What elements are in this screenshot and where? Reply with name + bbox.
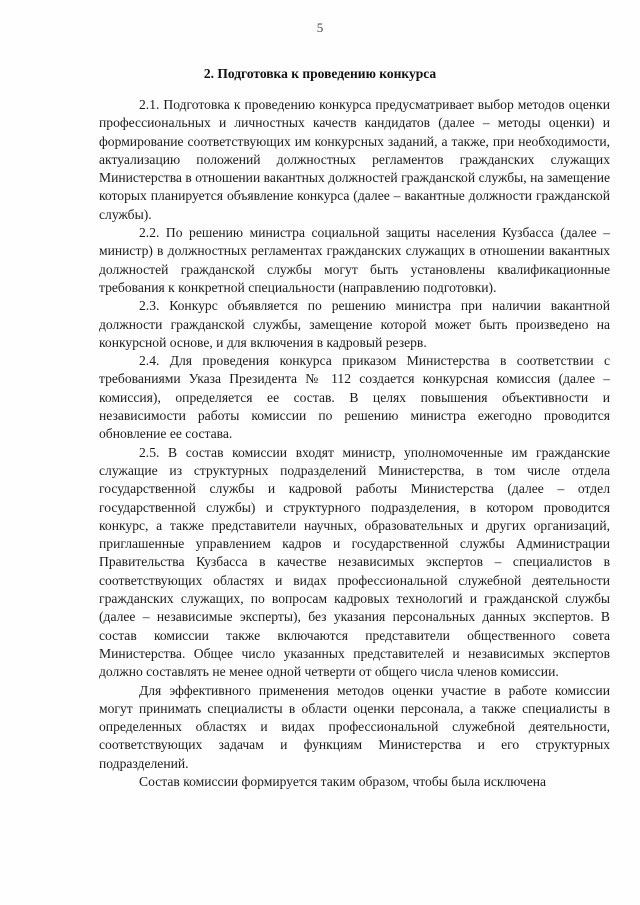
paragraph-2-2: 2.2. По решению министра социальной защиты населения Кузбасса (далее – министр) в должностных регламентах гражданских служащих в отношении вакантных должностей гражданской службы могут быть установлены квалификационные требования к конкретной специальности (направлению подготовки). xyxy=(99,225,610,295)
paragraph-2-4: 2.4. Для проведения конкурса приказом Министерства в соответствии с требованиями Указа Президента № 112 создается конкурсная комиссия (далее – комиссия), определяется ее состав. В целях повышения объективности и независимости работы комиссии по решению министра ежегодно проводится обновление ее состава. xyxy=(99,353,610,442)
paragraph-2-1: 2.1. Подготовка к проведению конкурса предусматривает выбор методов оценки профессиональных и личностных качеств кандидатов (далее – методы оценки) и формирование соответствующих им конкурсных заданий, а также, при необходимости, актуализацию положений должностных регламентов гражданских служащих Министерства в отношении вакантных должностей гражданской службы, на замещение которых планируется объявление конкурса (далее – вакантные должности гражданской службы). xyxy=(99,97,610,222)
page-number: 5 xyxy=(316,20,324,35)
paragraph-2-3: 2.3. Конкурс объявляется по решению министра при наличии вакантной должности гражданской службы, замещение которой может быть произведено на конкурсной основе, и для включения в кадровый резерв. xyxy=(99,298,610,350)
document-body xyxy=(99,96,610,791)
section-title: 2. Подготовка к проведению конкурса xyxy=(203,66,437,81)
paragraph-composition: Состав комиссии формируется таким образом, чтобы была исключена xyxy=(139,773,547,789)
paragraph-2-5: 2.5. В состав комиссии входят министр, уполномоченные им гражданские служащие из структурных подразделений Министерства, в том числе отдела государственной службы и кадровой работы Министерства (далее – отдел государственной службы) и структурного подразделения, в котором проводится конкурс, а также представители научных, образовательных и других организаций, приглашенные управлением кадров и государственной службы Администрации Правительства Кузбасса в качестве независимых экспертов – специалистов в соответствующих областях и видах профессиональной служебной деятельности гражданских служащих, по вопросам кадровых технологий и гражданской службы (далее – независимые эксперты), без указания персональных данных экспертов. В состав комиссии также включаются представители общественного совета Министерства. Общее число указанных представителей и независимых экспертов должно составлять не менее одной четверти от общего числа членов комиссии. xyxy=(99,444,610,680)
paragraph-specialists: Для эффективного применения методов оценки участие в работе комиссии могут принимать специалисты в области оценки персонала, а также специалисты в определенных областях и видах профессиональной служебной деятельности, соответствующих задачам и функциям Министерства и его структурных подразделений. xyxy=(99,682,610,771)
